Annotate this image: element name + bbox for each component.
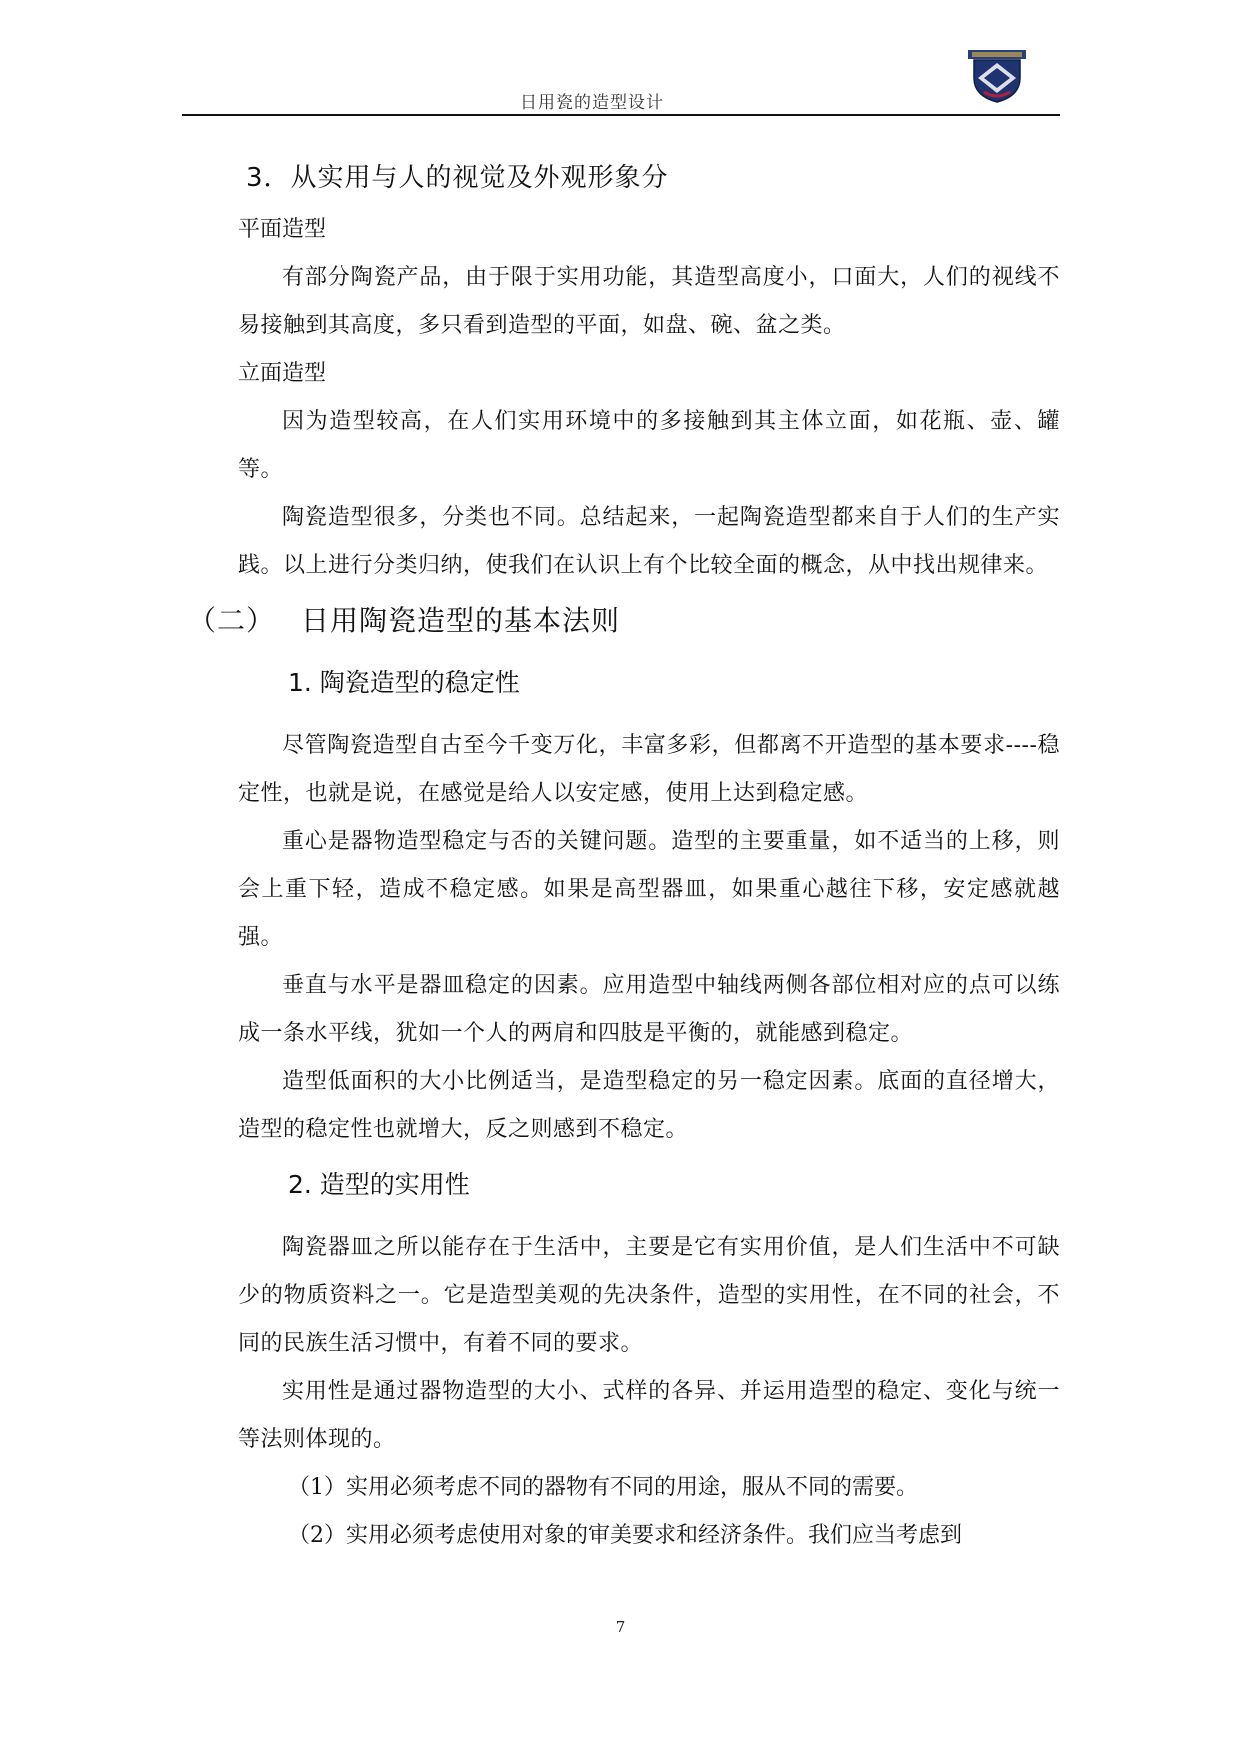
practicality-paragraph-2: 实用性是通过器物造型的大小、式样的各异、并运用造型的稳定、变化与统一等法则体现的。 bbox=[238, 1379, 1060, 1452]
page-number: 7 bbox=[615, 1618, 626, 1636]
header-divider bbox=[182, 114, 1060, 116]
vertical-form-title: 立面造型 bbox=[238, 361, 327, 386]
vertical-form-paragraph: 因为造型较高，在人们实用环境中的多接触到其主体立面，如花瓶、壶、罐等。 bbox=[238, 409, 1060, 482]
stability-paragraph-3: 垂直与水平是器皿稳定的因素。应用造型中轴线两侧各部位相对应的点可以练成一条水平线，犹如一个人的两肩和四肢是平衡的，就能感到稳定。 bbox=[238, 973, 1060, 1046]
section-heading-3: 3．从实用与人的视觉及外观形象分 bbox=[246, 163, 669, 193]
practicality-item-2: （2）实用必须考虑使用对象的审美要求和经济条件。我们应当考虑到 bbox=[288, 1523, 962, 1548]
subsection-heading-practicality: 2. 造型的实用性 bbox=[288, 1170, 470, 1199]
stability-paragraph-1: 尽管陶瓷造型自古至今千变万化，丰富多彩，但都离不开造型的基本要求----稳定性，也就是说，在感觉是给人以安定感，使用上达到稳定感。 bbox=[238, 733, 1060, 806]
flat-form-paragraph: 有部分陶瓷产品，由于限于实用功能，其造型高度小，口面大，人们的视线不易接触到其高度，多只看到造型的平面，如盘、碗、盆之类。 bbox=[238, 265, 1060, 338]
chapter-title: 日用陶瓷造型的基本法则 bbox=[301, 604, 621, 637]
flat-form-title: 平面造型 bbox=[238, 217, 327, 242]
stability-paragraph-4: 造型低面积的大小比例适当，是造型稳定的另一稳定因素。底面的直径增大，造型的稳定性也就增大，反之则感到不稳定。 bbox=[238, 1069, 1060, 1142]
summary-paragraph: 陶瓷造型很多，分类也不同。总结起来，一起陶瓷造型都来自于人们的生产实践。以上进行分类归纳，使我们在认识上有个比较全面的概念，从中找出规律来。 bbox=[238, 505, 1060, 578]
subsection-heading-stability: 1. 陶瓷造型的稳定性 bbox=[288, 668, 520, 697]
university-crest-logo bbox=[966, 48, 1028, 104]
chapter-number: （二） bbox=[188, 604, 276, 637]
practicality-paragraph-1: 陶瓷器皿之所以能存在于生活中，主要是它有实用价值，是人们生活中不可缺少的物质资料之一。它是造型美观的先决条件，造型的实用性，在不同的社会，不同的民族生活习惯中，有着不同的要求。 bbox=[238, 1235, 1060, 1356]
practicality-item-1: （1）实用必须考虑不同的器物有不同的用途，服从不同的需要。 bbox=[288, 1475, 918, 1500]
chapter-heading bbox=[188, 590, 1060, 652]
stability-paragraph-2: 重心是器物造型稳定与否的关键问题。造型的主要重量，如不适当的上移，则会上重下轻，造成不稳定感。如果是高型器皿，如果重心越往下移，安定感就越强。 bbox=[238, 829, 1060, 950]
body-content bbox=[188, 150, 1060, 1560]
running-header-title: 日用瓷的造型设计 bbox=[520, 93, 664, 113]
